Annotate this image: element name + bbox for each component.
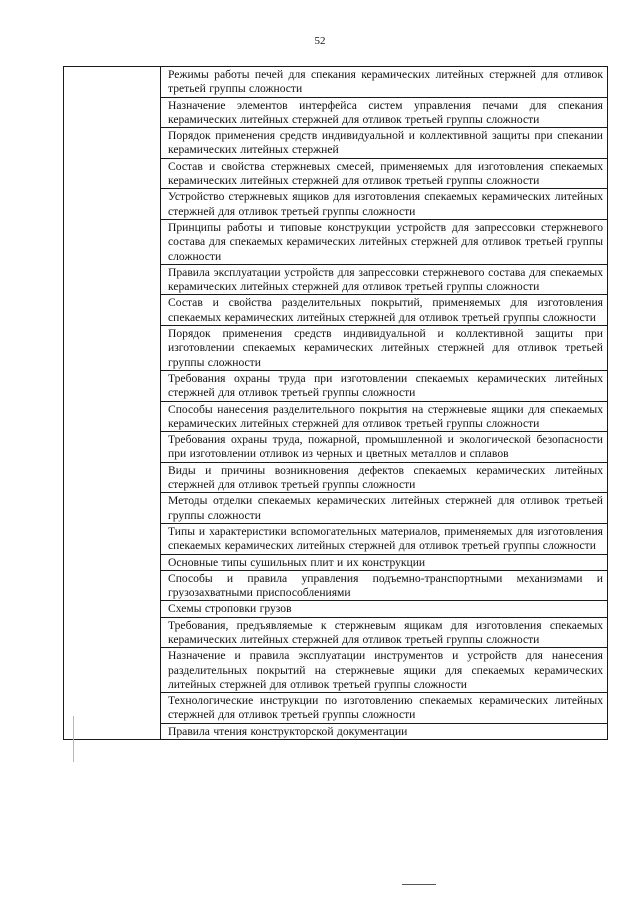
table-cell bbox=[161, 128, 608, 159]
table-cell bbox=[161, 648, 608, 693]
table-cell bbox=[161, 97, 608, 128]
row-text: Виды и причины возникновения дефектов спекаемых керамических литейных стержней для отливок третьей группы сложности bbox=[168, 463, 603, 492]
row-text: Требования охраны труда, пожарной, промышленной и экологической безопасности при изготовлении отливок из черных и цветных металлов и сплавов bbox=[168, 433, 603, 461]
page-number: 52 bbox=[314, 35, 326, 47]
category-cell bbox=[64, 67, 161, 740]
table-cell bbox=[161, 264, 608, 295]
table-cell bbox=[161, 493, 608, 524]
table-cell bbox=[161, 601, 608, 617]
row-text: Принципы работы и типовые конструкции устройств для запрессовки стержневого состава для спекаемых керамических литейных стержней для отливок третьей группы сложности bbox=[168, 220, 603, 263]
row-text: Устройство стержневых ящиков для изготовления спекаемых керамических литейных стержней для отливок третьей группы сложности bbox=[168, 190, 603, 218]
row-text: Порядок применения средств индивидуальной и коллективной защиты при изготовлении спекаемых керамических литейных стержней для отливок третьей группы сложности bbox=[168, 327, 603, 369]
table-cell bbox=[161, 693, 608, 724]
table-cell bbox=[161, 219, 608, 264]
row-text: Требования, предъявляемые к стержневым ящикам для изготовления спекаемых керамических литейных стержней для отливок третьей группы сложности bbox=[168, 618, 603, 646]
row-text: Способы нанесения разделительного покрытия на стержневые ящики для спекаемых керамических литейных стержней для отливок третьей группы сложности bbox=[168, 402, 603, 430]
table-cell bbox=[161, 401, 608, 432]
row-text: Типы и характеристики вспомогательных материалов, применяемых для изготовления спекаемых керамических литейных стержней для отливок третьей группы сложности bbox=[168, 524, 603, 553]
row-text: Режимы работы печей для спекания керамических литейных стержней для отливок третьей группы сложности bbox=[168, 68, 603, 96]
scan-artifact-dash bbox=[402, 884, 436, 885]
scan-artifact-line bbox=[73, 716, 74, 762]
row-text: Правила чтения конструкторской документации bbox=[168, 724, 408, 738]
table-cell bbox=[161, 462, 608, 493]
table-cell bbox=[161, 554, 608, 570]
table-cell bbox=[161, 723, 608, 739]
row-text: Методы отделки спекаемых керамических литейных стержней для отливок третьей группы сложности bbox=[168, 494, 603, 522]
row-text: Состав и свойства стержневых смесей, применяемых для изготовления спекаемых керамических литейных стержней для отливок третьей группы сложности bbox=[168, 159, 603, 188]
table-cell bbox=[161, 432, 608, 463]
table-cell bbox=[161, 570, 608, 601]
row-text: Требования охраны труда при изготовлении спекаемых керамических литейных стержней для отливок третьей группы сложности bbox=[168, 371, 603, 400]
table-cell bbox=[161, 67, 608, 98]
requirements-table bbox=[63, 66, 608, 740]
row-text: Порядок применения средств индивидуальной и коллективной защиты при спекании керамических литейных стержней bbox=[168, 129, 603, 157]
table-cell bbox=[161, 158, 608, 189]
row-text: Способы и правила управления подъемно-транспортными механизмами и грузозахватными приспособлениями bbox=[168, 571, 603, 600]
requirements-table-body bbox=[64, 67, 608, 740]
table-cell bbox=[161, 523, 608, 554]
row-text: Основные типы сушильных плит и их конструкции bbox=[168, 555, 426, 569]
row-text: Технологические инструкции по изготовлению спекаемых керамических литейных стержней для отливок третьей группы сложности bbox=[168, 694, 603, 722]
row-text: Состав и свойства разделительных покрытий, применяемых для изготовления спекаемых керамических литейных стержней для отливок третьей группы сложности bbox=[168, 296, 603, 324]
table-cell bbox=[161, 189, 608, 220]
row-text: Правила эксплуатации устройств для запрессовки стержневого состава для спекаемых керамических литейных стержней для отливок третьей группы сложности bbox=[168, 265, 603, 294]
table-cell bbox=[161, 295, 608, 326]
table-cell bbox=[161, 617, 608, 648]
table-cell bbox=[161, 370, 608, 401]
table-cell bbox=[161, 326, 608, 371]
table-row bbox=[64, 67, 608, 98]
row-text: Назначение элементов интерфейса систем управления печами для спекания керамических литейных стержней для отливок третьей группы сложности bbox=[168, 98, 603, 126]
row-text: Назначение и правила эксплуатации инструментов и устройств для нанесения разделительных покрытий на стержневые ящики для спекаемых керамических литейных стержней для отливок третьей группы сложности bbox=[168, 649, 603, 691]
row-text: Схемы строповки грузов bbox=[168, 602, 292, 616]
